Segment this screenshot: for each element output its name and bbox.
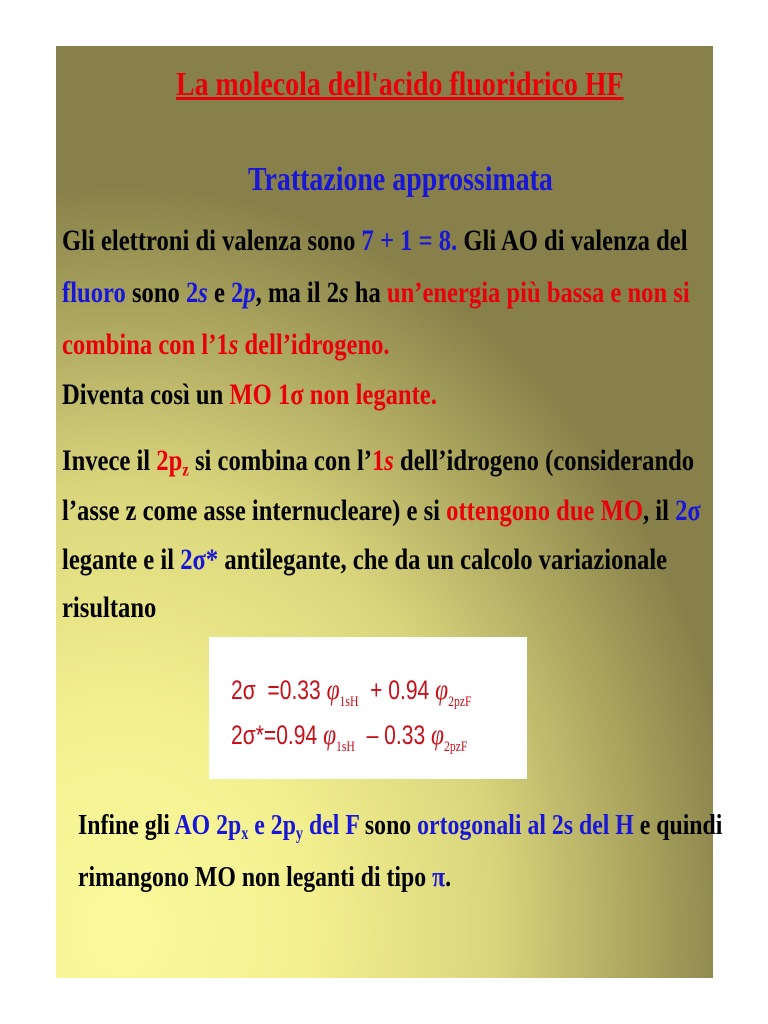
text-line: risultano [62, 591, 157, 624]
text-line: rimangono MO non leganti di tipo π. [78, 861, 452, 893]
slide-title: La molecola dell'acido fluoridrico HF [176, 66, 624, 103]
text-line: Diventa così un MO 1σ non legante. [62, 378, 437, 411]
formula-row-antibonding: 2σ*=0.94 $\varphi_{1sH} - 0.33$ $\varphi_{2pzF}$ [231, 718, 468, 755]
text-line: Gli elettroni di valenza sono 7 + 1 = 8. Gli AO di valenza del [62, 224, 688, 257]
text-line: l’asse z come asse internucleare) e si ottengono due MO, il 2σ [62, 494, 701, 527]
text-line: combina con l’1s dell’idrogeno. [62, 328, 390, 361]
text-line: Invece il $2p_z$ si combina con l’1s dell’idrogeno (considerando [62, 444, 695, 480]
text-line: Infine gli AO $2p_x$ e $2p_y$ del F sono ortogonali al 2s del H e quindi [78, 809, 723, 844]
formula-row-bonding: 2σ =0.33 $\varphi_{1sH} + 0.94$ $\varphi_{2pzF}$ [231, 673, 472, 710]
text-line: legante e il 2σ* antilegante, che da un calcolo variazionale [62, 543, 668, 576]
text-line: fluoro sono 2s e 2p, ma il 2s ha un’energia più bassa e non si [62, 276, 690, 309]
formula-image [209, 637, 527, 779]
slide [56, 46, 723, 978]
slide-subtitle: Trattazione approssimata [248, 161, 553, 198]
